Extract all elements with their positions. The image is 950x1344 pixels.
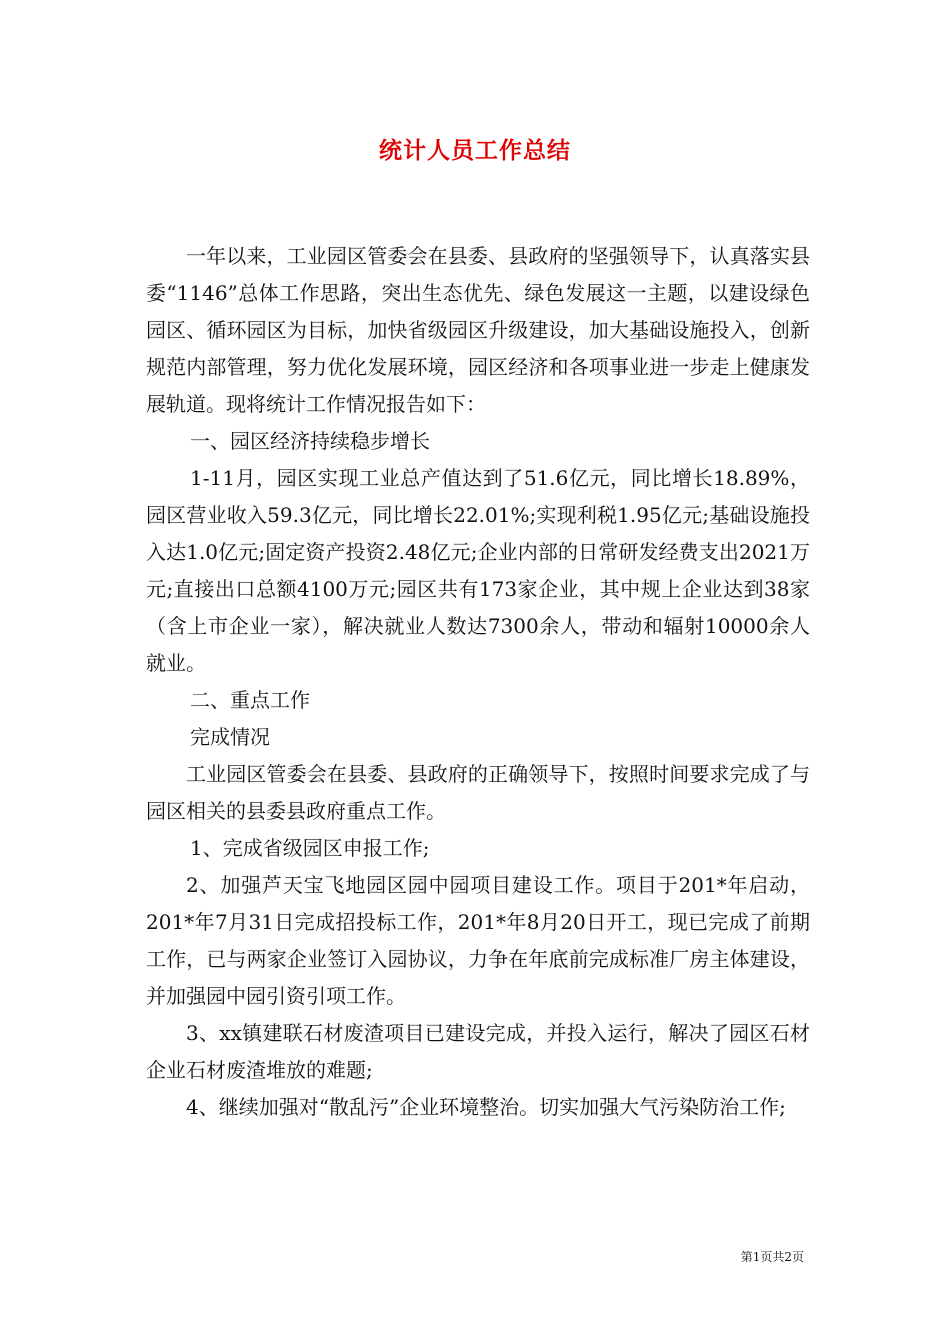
list-item-4: 4、继续加强对“散乱污”企业环境整治。切实加强大气污染防治工作; bbox=[186, 1095, 786, 1119]
page-number: 第1页共2页 bbox=[740, 1250, 804, 1264]
list-item-1: 1、完成省级园区申报工作; bbox=[190, 836, 430, 860]
section-heading-2: 二、重点工作 bbox=[190, 688, 310, 712]
subheading-completion: 完成情况 bbox=[190, 725, 270, 749]
statistics-paragraph: 1-11月，园区实现工业总产值达到了51.6亿元，同比增长18.89%，园区营业收入59.3亿元，同比增长22.01%;实现利税1.95亿元;基础设施投入达1.0亿元;固定资产投资2.48亿元;企业内部的日常研发经费支出2021万元;直接出口总额4100万元;园区共有173家企业，其中规上企业达到38家（含上市企业一家），解决就业人数达7300余人，带动和辐射10000余人就业。 bbox=[146, 466, 810, 675]
work-summary-paragraph: 工业园区管委会在县委、县政府的正确领导下，按照时间要求完成了与园区相关的县委县政府重点工作。 bbox=[146, 762, 810, 823]
list-item-2: 2、加强芦天宝飞地园区园中园项目建设工作。项目于201*年启动，201*年7月31日完成招投标工作，201*年8月20日开工，现已完成了前期工作，已与两家企业签订入园协议，力争在年底前完成标准厂房主体建设，并加强园中园引资引项工作。 bbox=[146, 873, 810, 1008]
intro-paragraph: 一年以来，工业园区管委会在县委、县政府的坚强领导下，认真落实县委“1146”总体工作思路，突出生态优先、绿色发展这一主题，以建设绿色园区、循环园区为目标，加快省级园区升级建设，加大基础设施投入，创新规范内部管理，努力优化发展环境，园区经济和各项事业进一步走上健康发展轨道。现将统计工作情况报告如下： bbox=[146, 244, 810, 416]
document-body bbox=[146, 238, 810, 1126]
section-heading-1: 一、园区经济持续稳步增长 bbox=[190, 429, 430, 453]
list-item-3: 3、xx镇建联石材废渣项目已建设完成，并投入运行，解决了园区石材企业石材废渣堆放的难题; bbox=[146, 1021, 810, 1082]
document-title: 统计人员工作总结 bbox=[379, 137, 571, 164]
